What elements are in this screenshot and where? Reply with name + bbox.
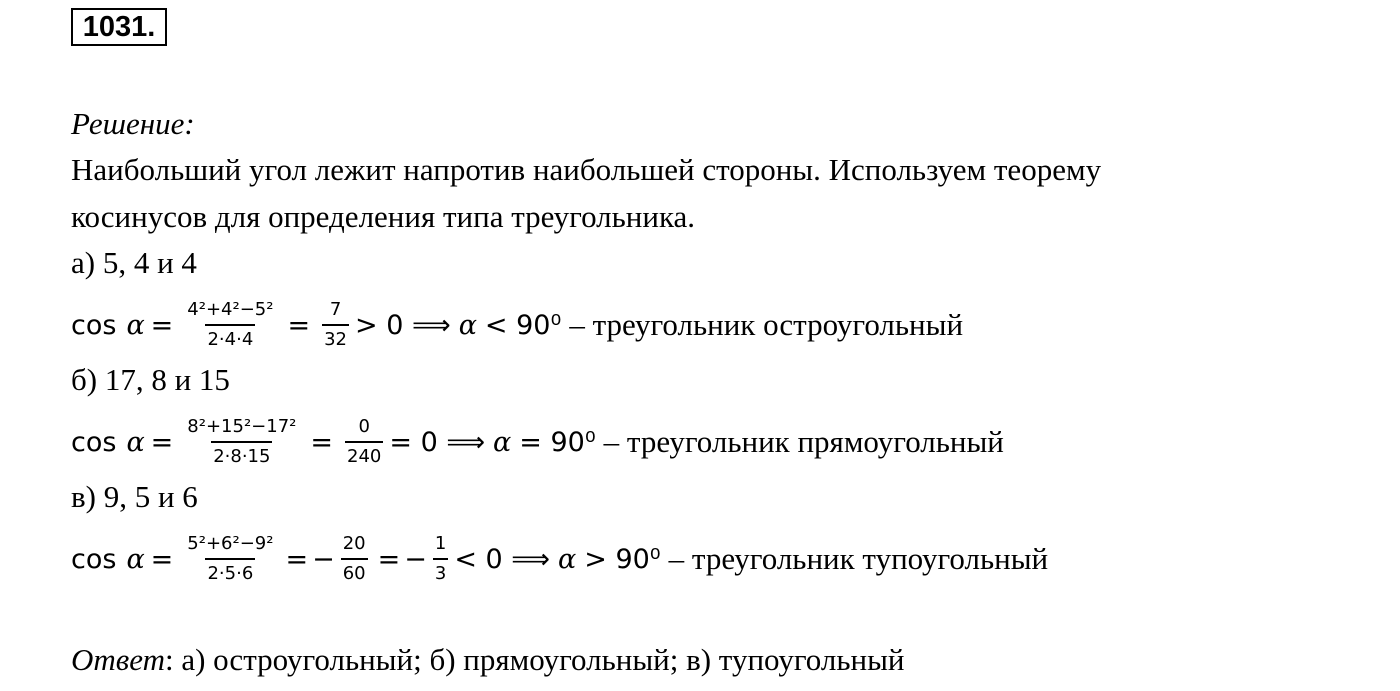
- angle-relation: > 90⁰: [584, 543, 661, 575]
- case-c-formula: cos α = $\frac{\text{5²+6²−9²}}{2\cdot 5\cdot 6}$ = − $\frac{20}{60}$ = − $\frac{1}{3}$ < 0 ⟹ α > 90⁰ – треугольник тупоугольный: [71, 533, 1049, 584]
- problem-number: 1031.: [71, 8, 167, 46]
- fraction: $\frac{1}{3}$: [434, 533, 447, 584]
- fraction: $\frac{20}{60}$: [342, 533, 366, 584]
- answer-line: [71, 642, 905, 678]
- minus-sign: −: [312, 543, 335, 575]
- alpha-symbol: α: [126, 309, 145, 341]
- answer-text: : а) остроугольный; б) прямоугольный; в) тупоугольный: [164, 642, 905, 677]
- fraction: $\frac{7}{32}$: [324, 299, 347, 350]
- cos-label: cos: [71, 309, 117, 341]
- fraction: $\frac{\text{4²+4²−5²}}{2\cdot 4\cdot 4}$: [187, 299, 274, 350]
- alpha-symbol: α: [458, 309, 477, 341]
- intro-line-2: косинусов для определения типа треугольника.: [71, 199, 696, 234]
- case-b-result: – треугольник прямоугольный: [603, 424, 1004, 459]
- alpha-symbol: α: [126, 426, 145, 458]
- case-a-result: – треугольник остроугольный: [569, 307, 964, 342]
- fraction: $\frac{\text{8²+15²−17²}}{2\cdot 8\cdot 15}$: [187, 416, 297, 467]
- solution-label: Решение:: [71, 106, 195, 141]
- relation: < 0 ⟹: [454, 543, 551, 575]
- alpha-symbol: α: [493, 426, 512, 458]
- case-c-result: – треугольник тупоугольный: [668, 541, 1049, 576]
- relation: > 0 ⟹: [355, 309, 451, 341]
- relation: = 0 ⟹: [389, 426, 486, 458]
- case-b-header: б) 17, 8 и 15: [71, 362, 230, 397]
- alpha-symbol: α: [558, 543, 577, 575]
- fraction: $\frac{0}{240}$: [347, 416, 382, 467]
- angle-relation: < 90⁰: [484, 309, 562, 341]
- cos-label: cos: [71, 543, 117, 575]
- case-a-header: а) 5, 4 и 4: [71, 245, 197, 280]
- cos-label: cos: [71, 426, 117, 458]
- intro-line-1: Наибольший угол лежит напротив наибольшей стороны. Используем теорему: [71, 152, 1102, 187]
- angle-relation: = 90⁰: [519, 426, 596, 458]
- case-c-header: в) 9, 5 и 6: [71, 479, 198, 514]
- answer-label: Ответ: [71, 642, 165, 677]
- fraction: $\frac{\text{5²+6²−9²}}{2\cdot 5\cdot 6}$: [187, 533, 274, 584]
- case-b-formula: cos α = $\frac{\text{8²+15²−17²}}{2\cdot 8\cdot 15}$ = $\frac{0}{240}$ = 0 ⟹ α = 90⁰ – треугольник прямоугольный: [71, 416, 1004, 467]
- alpha-symbol: α: [126, 543, 145, 575]
- case-a-formula: cos α = $\frac{\text{4²+4²−5²}}{2\cdot 4\cdot 4}$ = $\frac{7}{32}$ > 0 ⟹ α < 90⁰ – треугольник остроугольный: [71, 299, 964, 350]
- minus-sign: −: [404, 543, 427, 575]
